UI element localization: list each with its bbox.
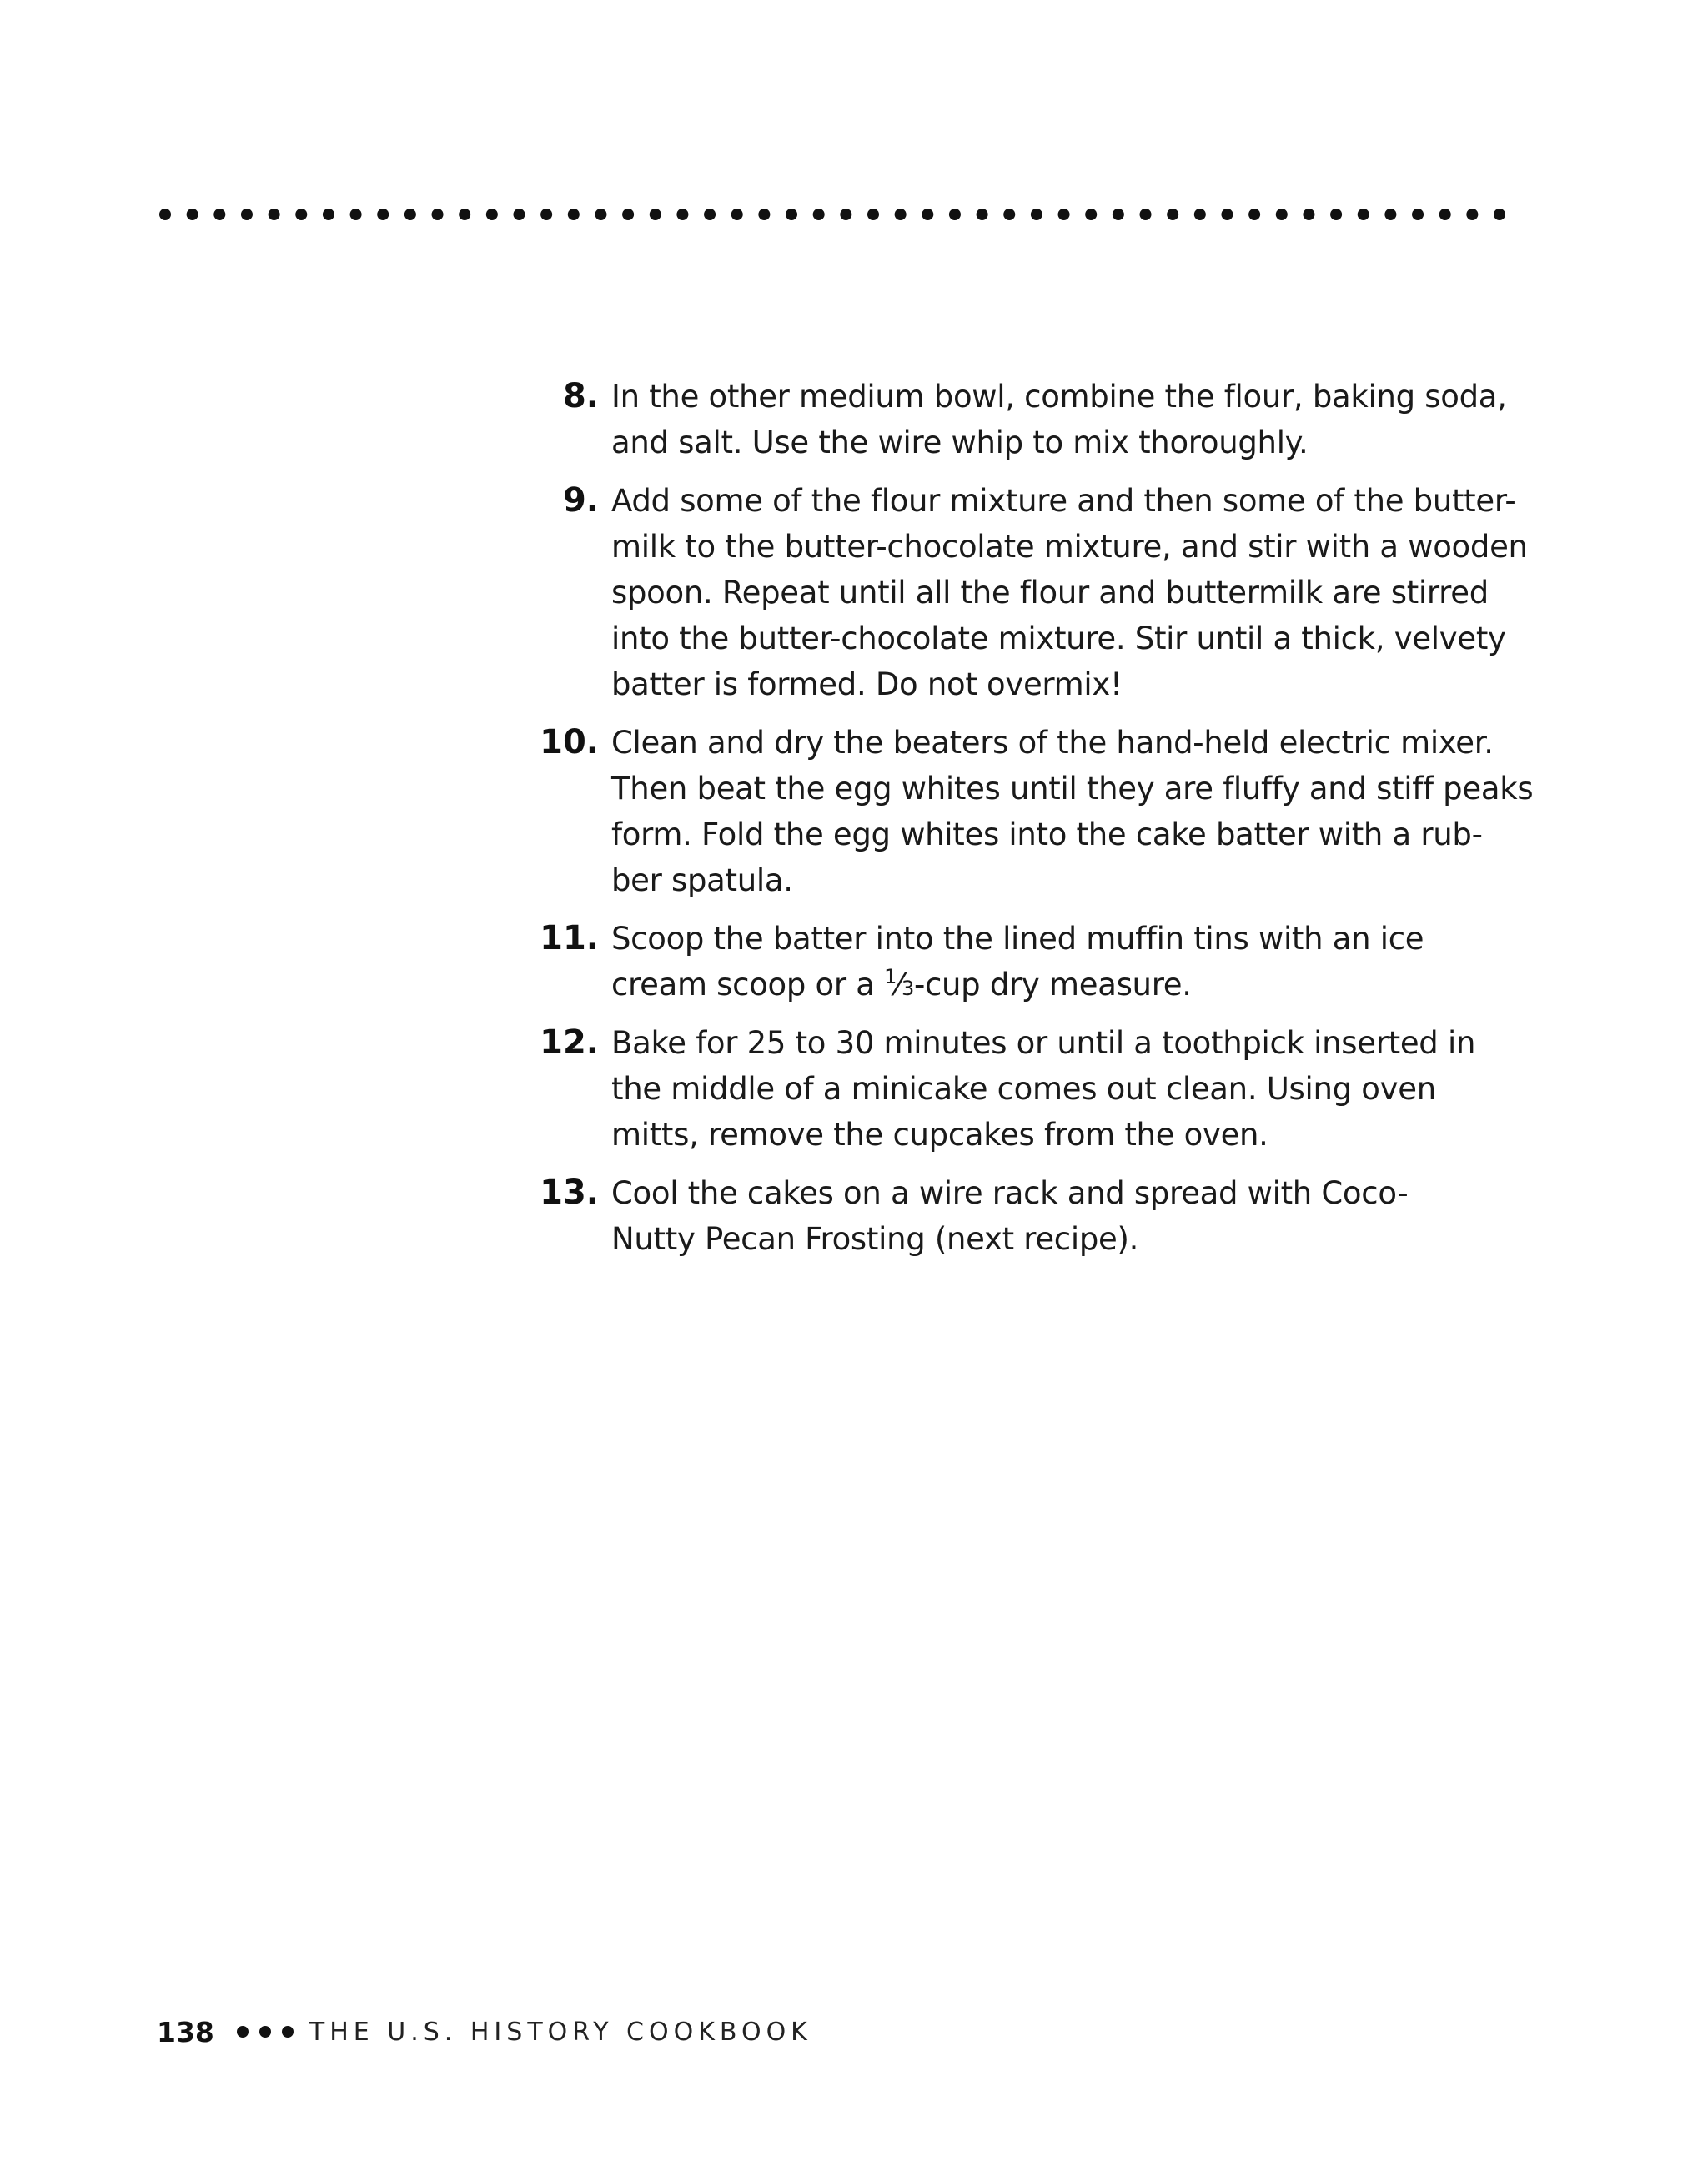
step-9 [534,478,1526,707]
step-line: spoon. Repeat until all the flour and buttermilk are stirred [611,575,1489,611]
step-line-with-fraction [611,962,1526,1008]
step-10 [534,720,1534,903]
step-12 [534,1020,1526,1158]
step-text [611,478,1528,707]
step-line: and salt. Use the wire whip to mix thoroughly. [611,425,1309,460]
page-number: 138 [157,2015,214,2048]
fraction-lead-text: cream scoop or a [611,967,885,1003]
step-number: 12. [540,1023,599,1062]
footer-dots-decoration [236,2025,294,2038]
step-text [611,374,1526,465]
step-text [611,1020,1526,1158]
page-footer [157,2013,812,2050]
step-line: batter is formed. Do not overmix! [611,666,1123,702]
fraction-denominator: 3 [901,977,914,1000]
step-line: In the other medium bowl, combine the flour, baking soda, [611,379,1507,415]
step-line: Add some of the flour mixture and then some of the butter- [611,483,1516,519]
step-number: 9. [562,481,599,520]
step-number: 10. [540,723,599,761]
step-number: 8. [562,377,599,415]
step-line: Then beat the egg whites until they are fluffy and stiff peaks [611,771,1534,807]
step-line: Scoop the batter into the lined muffin tins with an ice [611,921,1424,957]
step-line: into the butter-chocolate mixture. Stir until a thick, velvety [611,621,1506,656]
step-number: 11. [540,919,599,957]
step-line: form. Fold the egg whites into the cake batter with a rub- [611,817,1483,852]
fraction-numerator: 1 [884,965,897,988]
step-line: Bake for 25 to 30 minutes or until a toothpick inserted in [611,1025,1476,1061]
instruction-steps [534,374,1534,1274]
step-13 [534,1170,1526,1262]
step-11 [534,916,1526,1008]
dotted-rule-decoration [157,206,1525,223]
step-line: ber spatula. [611,862,793,898]
fraction-trail-text: -cup dry measure. [913,967,1192,1003]
step-text [611,1170,1526,1262]
book-title: THE U.S. HISTORY COOKBOOK [309,2017,812,2047]
step-line: Clean and dry the beaters of the hand-held electric mixer. [611,725,1494,761]
step-number: 13. [540,1173,599,1212]
step-text [611,916,1526,1008]
fraction-slash: ⁄ [897,967,902,1003]
step-line: mitts, remove the cupcakes from the oven. [611,1117,1268,1153]
step-line: Nutty Pecan Frosting (next recipe). [611,1221,1139,1257]
step-text [611,720,1533,903]
step-line: milk to the butter-chocolate mixture, and stir with a wooden [611,529,1528,565]
step-8 [534,374,1526,465]
step-line: the middle of a minicake comes out clean. Using oven [611,1071,1436,1107]
step-line: Cool the cakes on a wire rack and spread with Coco- [611,1175,1409,1211]
